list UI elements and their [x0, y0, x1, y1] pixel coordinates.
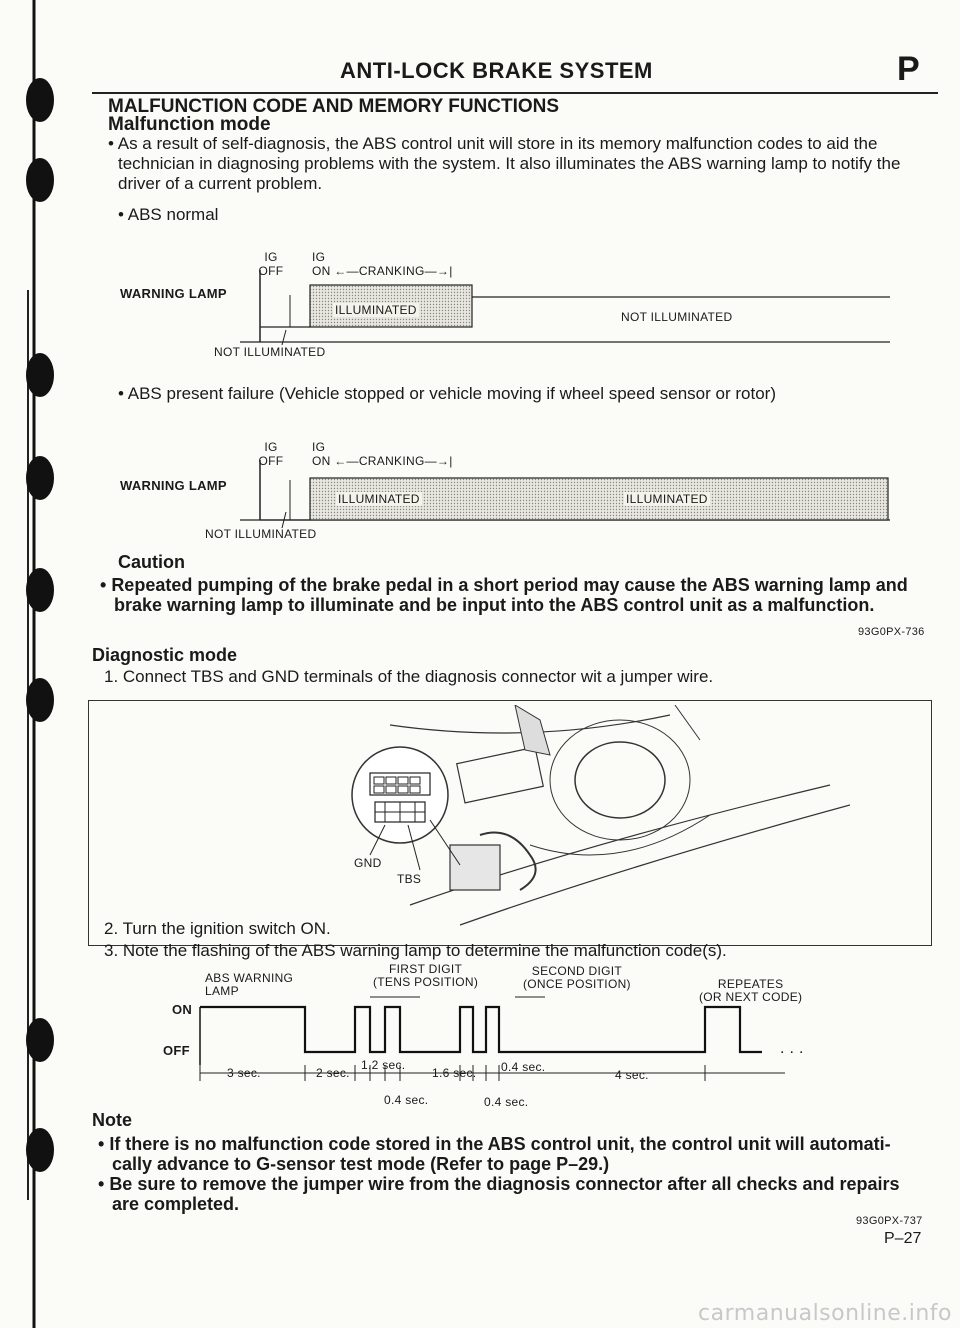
t-16sec: 1.6 sec.	[432, 1066, 477, 1080]
intro-line-3: driver of a current problem.	[118, 174, 323, 193]
t-12sec: 1.2 sec.	[361, 1058, 406, 1072]
section-title: MALFUNCTION CODE AND MEMORY FUNCTIONS	[108, 96, 560, 117]
intro-line-2: technician in diagnosing problems with the system. It also illuminates the ABS warning lamp to notify the	[118, 154, 901, 173]
abs-failure-label: • ABS present failure (Vehicle stopped or vehicle moving if wheel speed sensor or rotor)	[118, 384, 776, 403]
tbs-label: TBS	[397, 872, 422, 886]
gnd-label: GND	[354, 856, 382, 870]
bullet-line: • As a result of self-diagnosis, the ABS control unit will store in its memory malfunction codes to aid the	[108, 134, 878, 153]
not-illuminated-below-1: NOT ILLUMINATED	[214, 345, 326, 359]
not-illuminated-below-2: NOT ILLUMINATED	[205, 527, 317, 541]
ig-on-label-1: IG ON ←—CRANKING—→|	[312, 250, 453, 278]
t-04sec-c: 0.4 sec.	[484, 1095, 529, 1109]
intro-paragraph	[108, 134, 900, 194]
repeats-label: REPEATES (OR NEXT CODE)	[699, 977, 803, 1004]
page-number: P–27	[884, 1230, 922, 1247]
t-3sec: 3 sec.	[227, 1066, 261, 1080]
off-label: OFF	[163, 1043, 190, 1058]
step-2: 2. Turn the ignition switch ON.	[104, 919, 331, 938]
illuminated-label-2a: ILLUMINATED	[338, 492, 420, 506]
ig-off-label-2: IG OFF	[258, 440, 284, 468]
t-4sec: 4 sec.	[615, 1068, 649, 1082]
illuminated-label-2b: ILLUMINATED	[626, 492, 708, 506]
caution-title: Caution	[118, 552, 185, 572]
step-1: 1. Connect TBS and GND terminals of the diagnosis connector wit a jumper wire.	[104, 667, 714, 686]
t-2sec: 2 sec.	[316, 1066, 350, 1080]
warning-lamp-label-2: WARNING LAMP	[120, 478, 227, 493]
page-header-title: ANTI-LOCK BRAKE SYSTEM	[340, 58, 653, 83]
continuation-dots: . . .	[780, 1040, 804, 1057]
header-rule	[92, 92, 938, 94]
caution-ref: 93G0PX-736	[858, 626, 925, 638]
warning-lamp-label-1: WARNING LAMP	[120, 286, 227, 301]
timing-waveform	[195, 995, 815, 1090]
section-letter: P	[897, 50, 920, 88]
illuminated-label-1: ILLUMINATED	[335, 303, 417, 317]
t-04sec-b: 0.4 sec.	[384, 1093, 429, 1107]
section-subtitle: Malfunction mode	[108, 114, 271, 135]
second-digit-label: SECOND DIGIT (ONCE POSITION)	[523, 964, 631, 991]
connector-illustration	[330, 705, 850, 935]
ig-on-label-2: IG ON ←—CRANKING—→|	[312, 440, 453, 468]
caution-text: • Repeated pumping of the brake pedal in a short period may cause the ABS warning lamp and brake warning lamp to illuminate and be input into the ABS control unit as a malfunction.	[100, 575, 908, 615]
t-04sec-a: 0.4 sec.	[501, 1060, 546, 1074]
ig-off-label-1: IG OFF	[258, 250, 284, 278]
abs-normal-label: • ABS normal	[118, 205, 219, 224]
on-label: ON	[172, 1002, 193, 1017]
first-digit-label: FIRST DIGIT (TENS POSITION)	[373, 962, 479, 989]
note-title: Note	[92, 1110, 132, 1130]
diagnostic-title: Diagnostic mode	[92, 645, 238, 665]
footer-ref: 93G0PX-737	[856, 1215, 923, 1227]
note-text: • If there is no malfunction code stored in the ABS control unit, the control unit will automati- cally advance to G-sensor test mode (Refer to page P–29.) • Be sure to remove the jumper wire from the diagnosis connector after all checks and repairs are completed.	[98, 1134, 900, 1214]
abs-warning-lamp-label: ABS WARNING LAMP	[205, 971, 294, 998]
watermark: carmanualsonline.info	[698, 1301, 952, 1326]
step-3: 3. Note the flashing of the ABS warning lamp to determine the malfunction code(s).	[104, 941, 727, 960]
not-illuminated-right-1: NOT ILLUMINATED	[621, 310, 733, 324]
binder-holes	[0, 0, 70, 1328]
